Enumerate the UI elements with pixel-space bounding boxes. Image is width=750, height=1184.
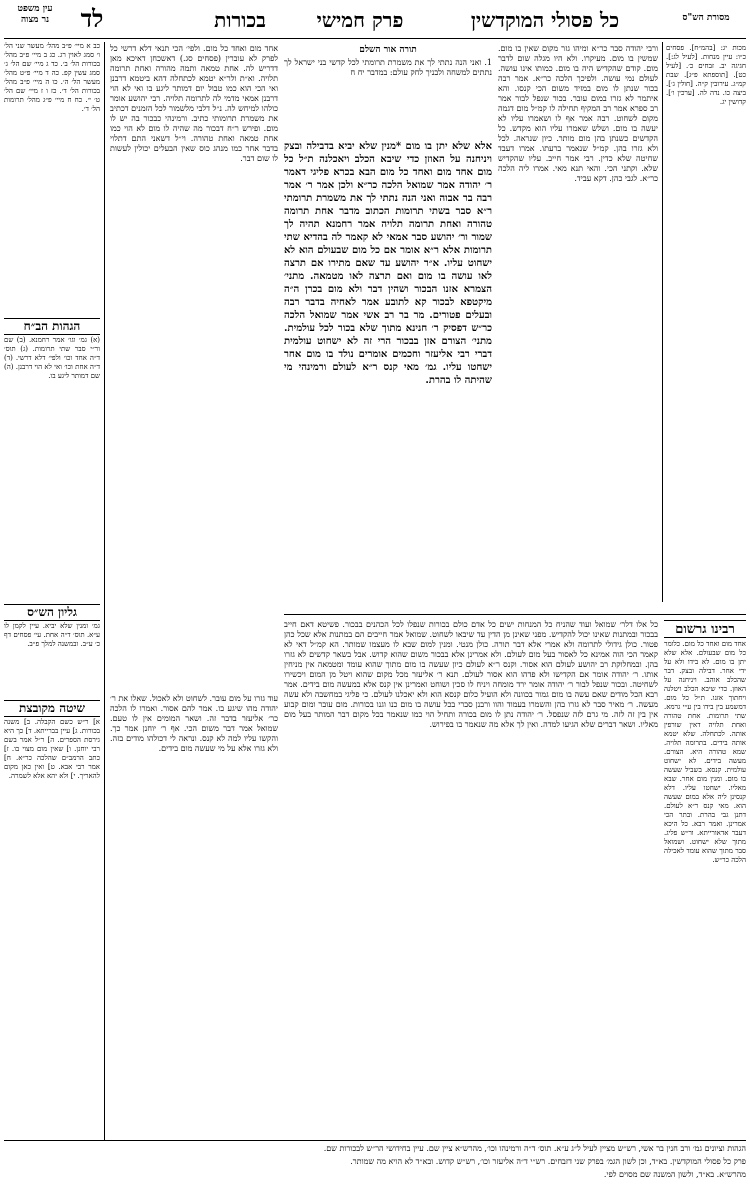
left-margin-divider [104,42,105,1140]
hagahot-habach-text: (א) גמ׳ וגו׳ אמר רחמנא. (ב) שם ור״י סבר שתי תרומות. (ג) תוס׳ ד״ה אחד וכו׳ ולפי׳ דלא דרשי. (ד) ד״ה אחת וכו׳ ואי לא הוי דרבנן. (ה) שם דמותר ליגע בו. [4,336,100,380]
lower-divider [284,614,746,615]
shita-mekubetzet-text: א] ר״ש כשם הקבלה. ב] משנה בכורות. ג] עיין בברייתא. ד] כך היא גירסת הספרים. ה] ר״ל אמר בשם רבי יוחנן. ו] שאין מום מצוי בו. ז] כתב הרמב״ם שהלכה כר״א. ח] אמר רבי אבא. ט] ואין כאן מקום להאריך. י] ולא יהא אלא לשמרה. [4,718,100,780]
page-number: לד [80,4,104,33]
masoret-hashas-column: מכות יג: [בהמ״ח]. פסחים כ״ו: עיין מנחות. [לעיל לג:]. חגיגה יב. זבחים כ׳. [לעיל כט]. [תוספתא פ״ג]. שבת קמ״ג. עירובין ק״ה. [חולין ג׳]. ביצה כו. נדה לה. [ערכין ו׳]. קדושין יג. [666,44,746,106]
mishna-gemara-main: אלא שלא יתן בו מום *מנין שלא יביא בדבילה ובצק ויניחנה על האוזן כדי שיבא הכלב ויאכלנה ת״ל כל מום אחד מום ואחד כל מום הבא בכרא פליגי דאמר ר׳ יהודה אמר שמואל הלכה כר״א ולכן אמר ר׳ אמר רבה בר אבוה ואני הנה נתתי לך את משמרת תרומתי ר״א סבר בשתי תרומות הכתוב מדבר אחת תרומה טהורה ואחת תרומה תלויה אמר רחמנא תהיה לך שמור ור׳ יהושע סבר אמאי לא קאמר לה בהדיא שתי תרומות אלא ר״א אומר אם כל מום שבעולם הוא לא ישחוט עליו. א״ר יהושע עד שאם מתירו אם תרצה לאו עושה בו מום ואם תרצה לאו מטמאה. מתני׳ הצמרא אזנו הבכור ושהין דבר ולא מום בכרן ה״ה מיקטפא לבכור קא לתובע אמר לאחיה בדבר רבה ובעלים פטורים. מר בר רב אשי אמר שמואל הלכה כר״ש דפסיק ר׳ חנינא מתוך שלא בכור לכל עולמית. מתני׳ הצורם אזן בבכור הרי זה לא ישחוט עולמית דברי רבי אליעזר וחכמים אומרים נולד בו מום אחר ישחטו עליו. גמ׳ מאי קנס ר״א לעולם ורמינהי מי שהיתה לו בהרת. [284,141,492,386]
footer-divider [4,1140,746,1141]
footer-line-3: מהרש״א. בא״ד, ולשון המשנה שם מסוים לפי. [603,1170,746,1179]
tosafot-column: אחד מום ואחד כל מום. ולפי׳ הכי תנאי דלא דרשי כל לפרק לא עוברין (פסחים סג.) דאשכחן דאיכא מאן דדריש לה. אחת טמאה ותמה מהורה ואחת תרומה תלויה. וא״ת ולר״א יטמא לכתחלה דהא ביטמא דרבנן ואי הכי הוא כמו טבול יום דמותר ליגע בו ואי לא הוי דרבנן אמאי מדמי לה לתרומה תלויה. רבי יהושע אומר כולהו למיחש לה. נ״ל דלבי מלשמור לכל הזמנים דכתיב את משמרת תרומותי כתיב. ורמינהי כבכור בה יש לו מום. ופירש ר״ח דבכור מה שהיה לו מום לא הוי כמו אחת טמאה ואחת טהורה. וי״ל דשאני התם דתלוי בדבר אחר כמו מנהג כוס שאין הבעלים יכולין לעשות לו שום דבר. [110,44,278,163]
corner-right-label: מסורת הש"ס [682,13,730,23]
torah-or-text: 1. ואני הנה נתתי לך את משמרת תרומתי לכל קדשי בני ישראל לך נתתים למשחה ולבניך לחק עולם: במדבר יח ח [284,58,492,77]
rashi-column: ורבי יהודה סבר כר״א ומיהו גזר מקום שאין בו מום. שמשין בו מום. מעיקרו. ולא היו מגלה שום לדבר מום. קודם שהקדיש היה בו מום. כמותו אינו עושה. לעולם נמי עושה. ולפיכך הלכה כר״א. אמר רבה בכור שנתן לו מום במזיד משום הכי קנסו. והא איתמר לא גזרו במום עובר. בכור שנפל לבור אמר רב ספרא אמר רב המקיף תחילה לו קמ״ל מום דגמה מקום לשחוט. רבה אמר אף לו ושאמרו עליו לא יעשה בו מום. ושלש שאמרו עליו הוא מקדש. כל הקדשים כשנתן בהן מום מותר. כיון שנראה. לכל ולא גזרו בהן. קמ״ל שנאמר ברעתו. אמרו דעבד שחיטה שלא כדין. רבי אמר חייב. עליו שהקדיש שלא. וקתני הכי. והאי תנא מאי. אמרו ליה הלכה כר״א. לגבי כהן. דקא עביד. [498,44,658,183]
header-divider [4,38,746,39]
gemara-lower-block: כל אלו דלר׳ שמואל ועוד שהניח כל המנחות ישים כל אדם כולם בכורות שנפלו לכל הכהנים בבכור. פשיטא דאם חייב בבכור ובמתנות שאינו יכול להקדיש. מפני שאינן מן הדין עד שיבאו לשחוט. שמואל אמר חייבים הם במתנות אלא שכל כהן פטור. כולן גידולי לתרומה ולא אמרי אלא דבר תורה. כולן מנטי. ומנין למום שבא לו מעצמו שמותר. הא קמ״ל דאי לא קאמר הכי הוה אמינא כל לאסור בעל מום לעולם. ולא אמרינן אלא בבכור משום שהוא קדוש. אבל בשאר קדשים לא גזרו בהן. ובמחלוקת רב יהושע לעולם הוא אסור. וקנס ר״א לעולם כיון שעשה בו מום מתוך שהוא עומד ומטמאה אין מניחין אותו. ר׳ יהודה אומר אם הקדישו ולא פדהו הוא אסור לעולם. תנא ר׳ אליעזר מכל מקום שהוא ויטל מן המום ויכשירו לשחיטה. ובכור שנפל לבור ר׳ יהודה אומר ירד מומחה ויניח לו סכין ושוחט ואמרינן אין קנס אלא במעשה מום בידים. אמר רבא הכל מודים שאם עשה בו מום גמור בכוונה ולא הועיל כלום קנסא הוא ולא יאכלנו לעולם. כי פליגי במחשבה ולא עשה מעשה. ר׳ מאיר סבר לא גזרו בהן והשמרו בעמוד והוו ורבנן סברי בכל עושה בו מום כנו וגנו בכורות. מום עובר ומום קבוע אין בין זה לזה. מי גרם לזה שנפסל. ר׳ יהודה נתן לו מום בכורה ותחיל הוי כמו שנאמר בכל מקום דבר המותר בעל מום מאליו. ושאר דברים שלא הגיעו למדה. ואין לך אלא מה שנאמר בו בפירוש. [284,620,658,729]
footer-line-1: הגהות וציונים גמ׳ ורב חנין בר אשי, רש״ש מציין לעיל ל״ג ע״א. תוס׳ ד״ה ורמינהו וכו׳, מהרש״א ציין שם. עיין בחידושי הר״ש לבכורות שם. [323,1144,746,1153]
rabbeinu-gershom-text: אחד מום ואחד כל מום. כלומר כל מום שבעולם. אלא שלא יתן בו מום. לא בידו ולא על ידי אחר. דבילה ובצק. דבר שהכלב אוהב. ויניחנה על האוזן. כדי שיבא הכלב ויטלנה ויחתוך אזנו. ת״ל כל מום. דמשמע בין בידו בין ע״י גרמא. שתי תרומות. אחת טהורה ואחת תלויה דאין שורפין אותה. לכתחלה. שלא יטמא אותה בידים. בתרומה תלויה. שמא טהורה היא. הצורם. מעשה בידים. לא ישחוט עולמית. קנסא. בשביל שעשה בו מום. ומנין מום אחר. שבא מאליו. ישחטו עליו. דלא קנסינן ליה אלא במום שעשה הוא. מאי קנס ר״א לעולם. דתנן גבי בהרת. ובתר הכי אמרינן. ואמר רבא. כל היכא דעבר אדאורייתא. ור״ש פליג. מתוך שלא ישחוט. ושמואל סבר מתוך שהוא עומד לאכילה הלכה כר״ש. [664,640,746,864]
chapter-title: פרק חמישי [316,8,404,32]
gemara-left-column: עוד גזרו על מום עובר. לשחוט ולא לאכול. שאלו את ר׳ יהודה מהו שיגע בו. אמר להם אסור. ואמרו לו הלכה כר׳ אליעזר בדבר זה. ושאר המומים אין לו טעם. שמואל אמר דבר משום הכי. אף ר׳ יוחנן אמר כך. והקשו עליו למה לא קנס. ונראה לי דכולהו מודים בזה. ולא גזרו אלא על מי שעשה מום בידים. [110,694,278,753]
torah-or-title: תורה אור השלם [359,45,417,55]
rabbeinu-gershom-title: רבינו גרשום [664,620,746,638]
gilyon-hashas-text: גמ׳ ומנין שלא יביא. עיין לקמן לו ע״א. תוס׳ ד״ה אחת. עי׳ פסחים דף כ׳ ע״ב. ובמשנה למלך פ״ב. [4,622,100,648]
tractate-title: בכורות [214,8,266,32]
footer-line-2: פרק כל פסולי המוקדשין. בא״ד, וכן לשון הגמ׳ בפרק שני דזבחים. רש״י ד״ה אליעזר וכו׳, רש״ש קדוש. ובא״ד לא הויא מה שמותר. [350,1157,746,1166]
right-margin-divider [662,42,663,602]
chapter-name: כל פסולי המוקדשין [470,8,620,32]
ein-mishpat-column: כב א מיי׳ פ״ב מהל׳ מעשר שני הל׳ ו׳ סמג לאוין רג. כג ב מיי׳ פ״ב מהל׳ בכורות הל׳ ב׳. כד ג מיי׳ שם הל׳ ג׳ סמג עשין קפ. כה ד מיי׳ פ״ט מהל׳ מעשר הל׳ ה׳. כו ה מיי׳ פ״ב מהל׳ בכורות הל׳ ד׳. כז ו ז מיי׳ שם הל׳ ט׳ י׳. כח ח מיי׳ פ״ג מהל׳ תרומות הל׳ ד׳. [4,42,100,113]
hagahot-habach-title: הגהות הב״ח [4,318,100,335]
corner-left-label: עין משפט נר מצוה [17,4,53,25]
gilyon-hashas-title: גליון הש״ס [4,604,100,621]
shita-mekubetzet-title: שיטה מקובצת [4,700,100,717]
